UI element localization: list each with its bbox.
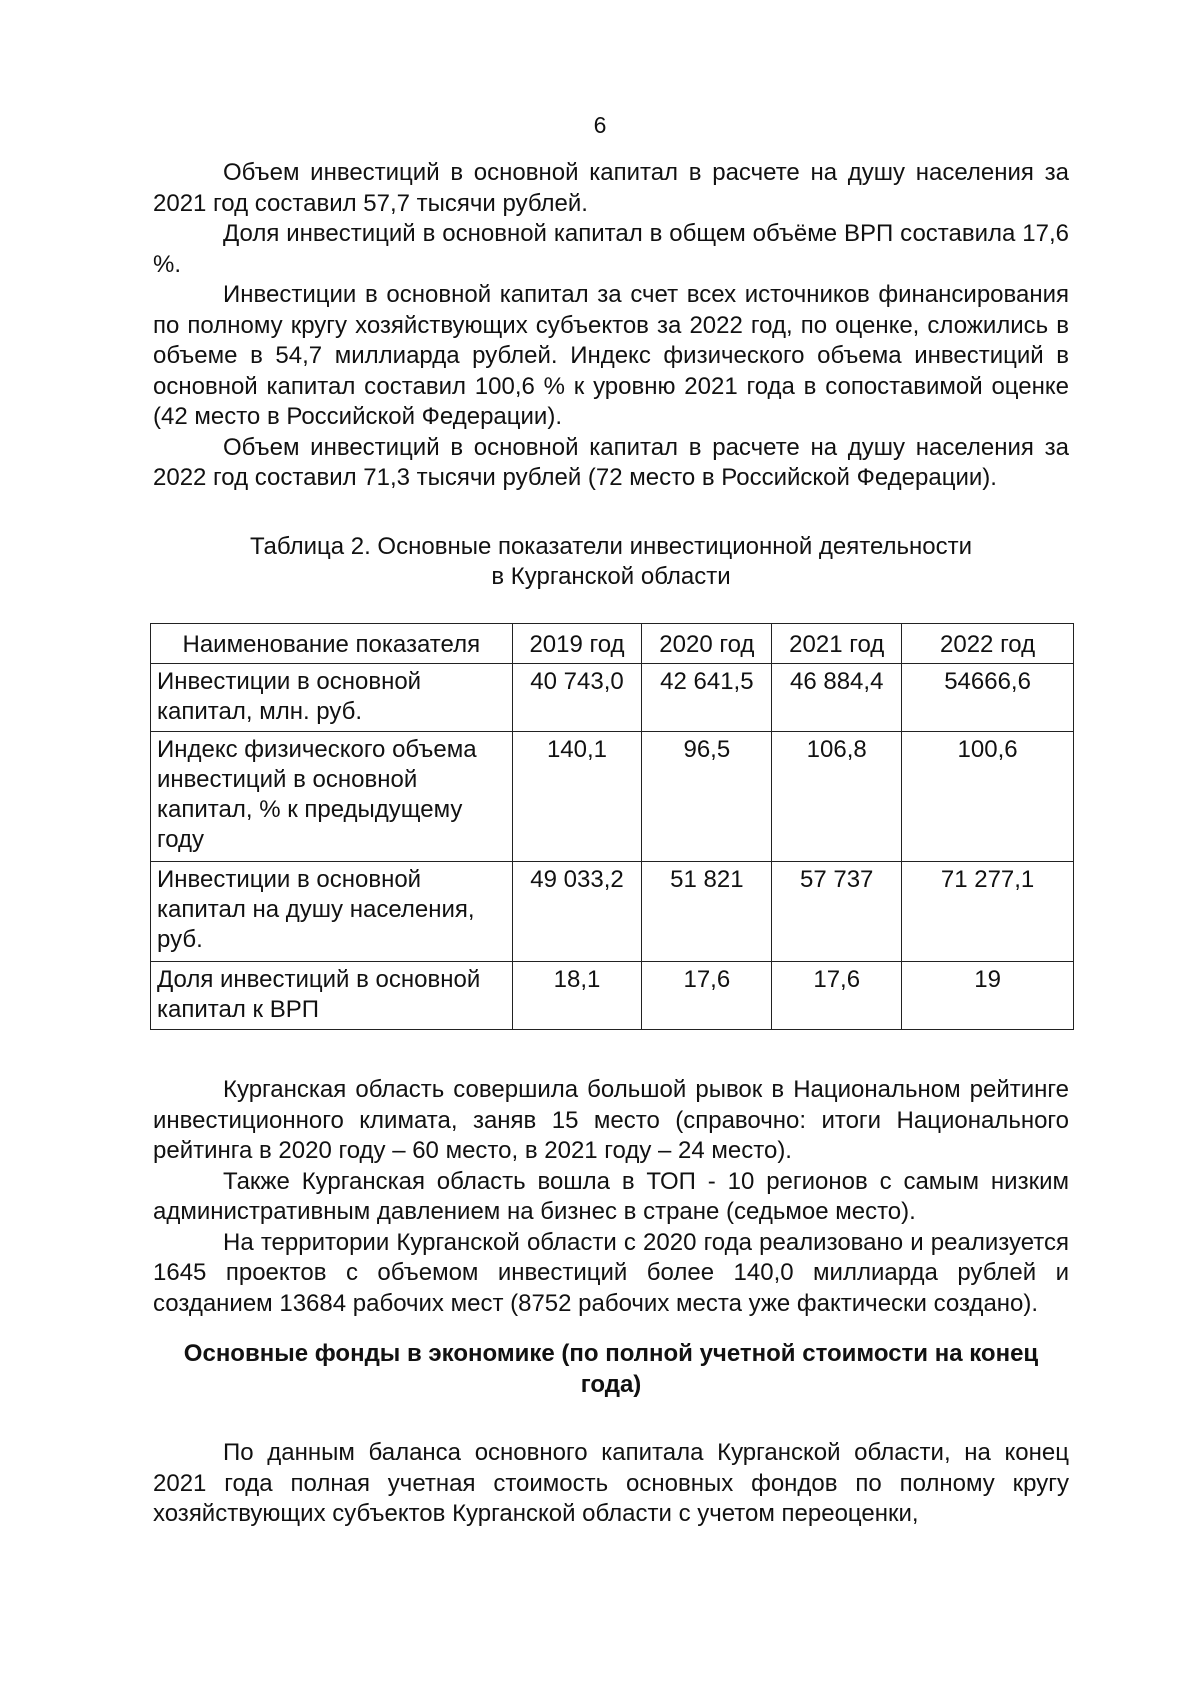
- bottom-paragraphs: [153, 1438, 1069, 1530]
- table-cell: 17,6: [642, 962, 772, 1030]
- indicator-name: Индекс физического объема инвестиций в основной капитал, % к предыдущему году: [151, 732, 513, 862]
- paragraph: Объем инвестиций в основной капитал в расчете на душу населения за 2022 год составил 71,3 тысячи рублей (72 место в Российской Федерации).: [153, 433, 1069, 491]
- table-cell: 19: [902, 962, 1074, 1030]
- indicator-name: Инвестиции в основной капитал, млн. руб.: [151, 664, 513, 732]
- table-cell: 51 821: [642, 862, 772, 962]
- table-cell: 17,6: [772, 962, 902, 1030]
- section-heading: Основные фонды в экономике (по полной учетной стоимости на конец года): [183, 1340, 1039, 1398]
- page-number: 6: [593, 112, 607, 138]
- investment-indicators-table: [150, 623, 1074, 1030]
- table-cell: 42 641,5: [642, 664, 772, 732]
- paragraph: Объем инвестиций в основной капитал в расчете на душу населения за 2021 год составил 57,7 тысячи рублей.: [153, 159, 1069, 217]
- table-cell: 96,5: [642, 732, 772, 862]
- table-cell: 54666,6: [902, 664, 1074, 732]
- table-cell: 57 737: [772, 862, 902, 962]
- middle-paragraphs: [153, 1075, 1069, 1319]
- column-header: Наименование показателя: [151, 624, 513, 664]
- paragraph: Инвестиции в основной капитал за счет всех источников финансирования по полному кругу хозяйствующих субъектов за 2022 год, по оценке, сложились в объеме в 54,7 миллиарда рублей. Индекс физического объема инвестиций в основной капитал составил 100,6 % к уровню 2021 года в сопоставимой оценке (42 место в Российской Федерации).: [153, 281, 1069, 430]
- table-cell: 100,6: [902, 732, 1074, 862]
- table-cell: 106,8: [772, 732, 902, 862]
- table-header-row: [151, 624, 1074, 664]
- table-cell: 49 033,2: [512, 862, 642, 962]
- table-row: [151, 962, 1074, 1030]
- paragraph: Курганская область совершила большой рывок в Национальном рейтинге инвестиционного климата, заняв 15 место (справочно: итоги Национального рейтинга в 2020 году – 60 место, в 2021 году – 24 место).: [153, 1076, 1069, 1164]
- table-cell: 71 277,1: [902, 862, 1074, 962]
- table-caption-line: Таблица 2. Основные показатели инвестиционной деятельности: [249, 533, 973, 560]
- column-header: 2021 год: [772, 624, 902, 664]
- indicator-name: Доля инвестиций в основной капитал к ВРП: [151, 962, 513, 1030]
- column-header: 2022 год: [902, 624, 1074, 664]
- column-header: 2019 год: [512, 624, 642, 664]
- table-caption-line: в Курганской области: [491, 563, 731, 590]
- paragraph: По данным баланса основного капитала Курганской области, на конец 2021 года полная учетная стоимость основных фондов по полному кругу хозяйствующих субъектов Курганской области с учетом переоценки,: [153, 1439, 1069, 1527]
- table-cell: 140,1: [512, 732, 642, 862]
- indicator-name: Инвестиции в основной капитал на душу населения, руб.: [151, 862, 513, 962]
- table-caption: [153, 532, 1069, 592]
- table-row: [151, 862, 1074, 962]
- table-cell: 18,1: [512, 962, 642, 1030]
- paragraph: Доля инвестиций в основной капитал в общем объёме ВРП составила 17,6 %.: [153, 220, 1069, 278]
- paragraph: Также Курганская область вошла в ТОП - 10 регионов с самым низким административным давлением на бизнес в стране (седьмое место).: [153, 1167, 1069, 1225]
- table-row: [151, 732, 1074, 862]
- intro-paragraphs: [153, 158, 1069, 494]
- table-cell: 40 743,0: [512, 664, 642, 732]
- table-row: [151, 664, 1074, 732]
- column-header: 2020 год: [642, 624, 772, 664]
- table-cell: 46 884,4: [772, 664, 902, 732]
- paragraph: На территории Курганской области с 2020 года реализовано и реализуется 1645 проектов с объемом инвестиций более 140,0 миллиарда рублей и созданием 13684 рабочих мест (8752 рабочих места уже фактически создано).: [153, 1228, 1069, 1317]
